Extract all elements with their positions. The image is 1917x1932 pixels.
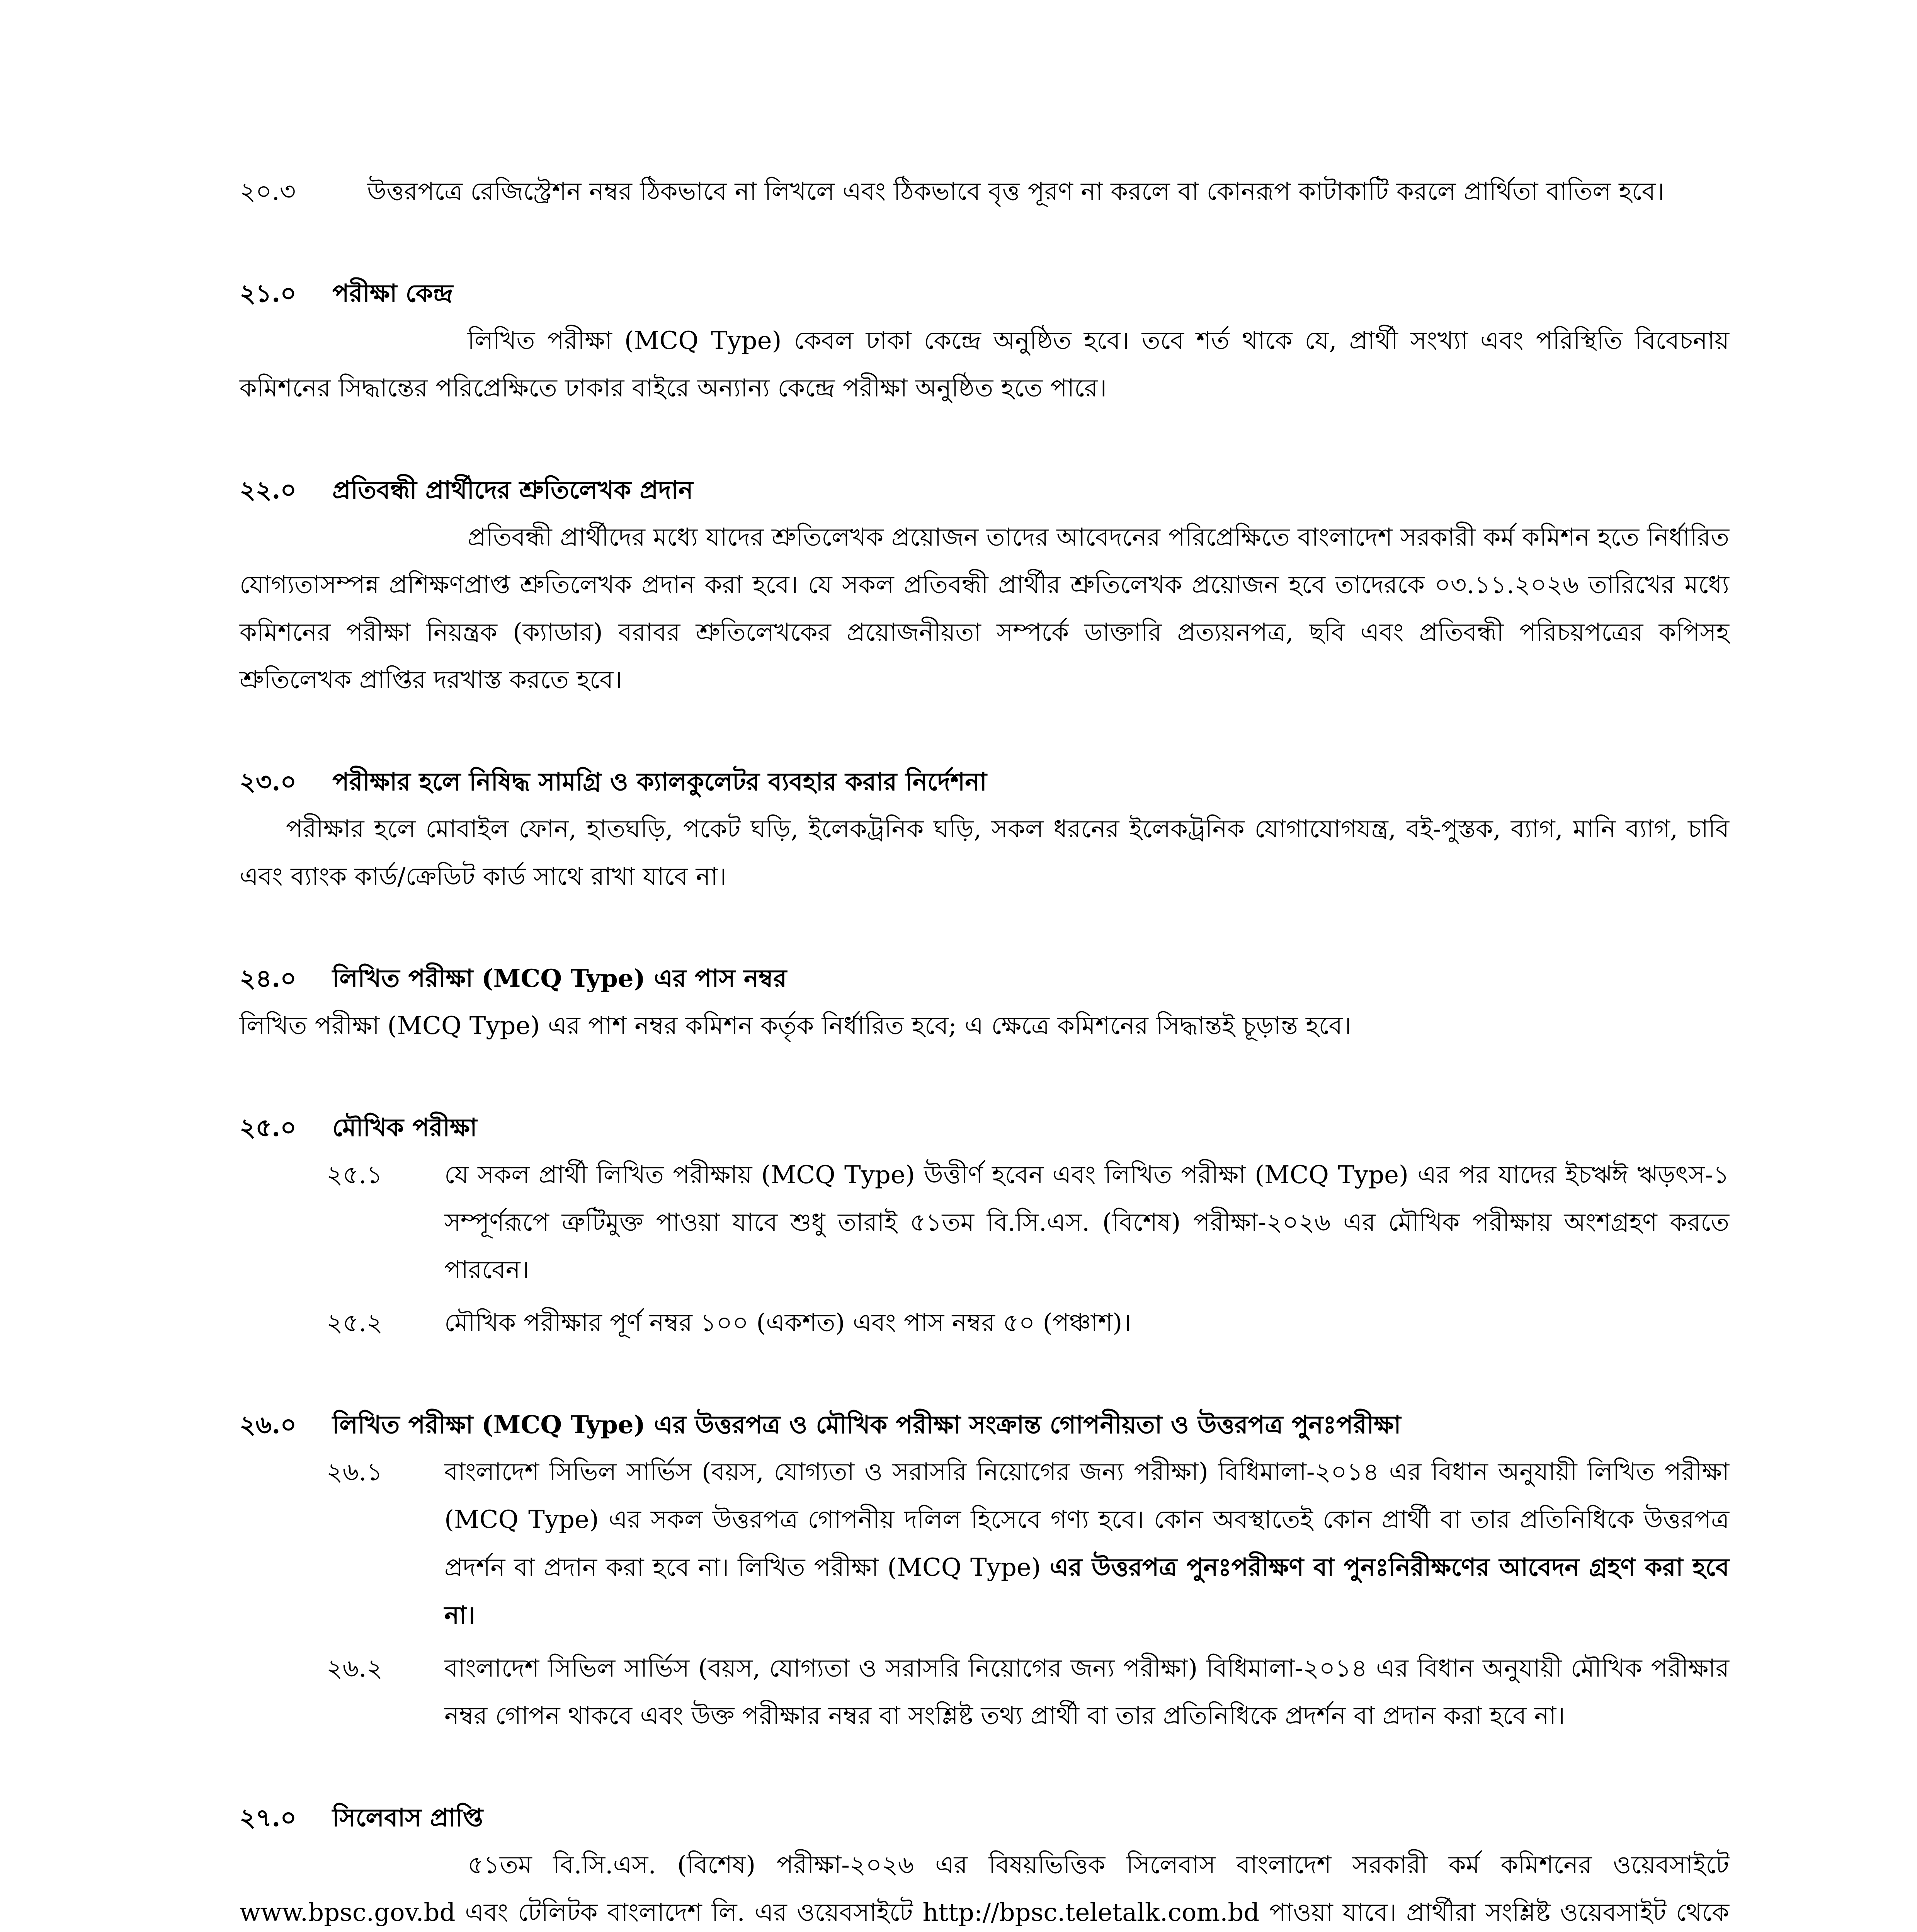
section-title: লিখিত পরীক্ষা (MCQ Type) এর উত্তরপত্র ও মৌখিক পরীক্ষা সংক্রান্ত গোপনীয়তা ও উত্তরপত্র পুনঃপরীক্ষা — [332, 1410, 1401, 1439]
section-23 — [240, 758, 1729, 901]
section-26 — [240, 1401, 1729, 1740]
subsection-number: ২৬.১ — [327, 1458, 383, 1486]
section-heading — [240, 1104, 1729, 1151]
subsection-text: বাংলাদেশ সিভিল সার্ভিস (বয়স, যোগ্যতা ও সরাসরি নিয়োগের জন্য পরীক্ষা) বিধিমালা-২০১৪ এর বিধান অনুযায়ী লিখিত পরীক্ষা (MCQ Type) এর সকল উত্তরপত্র গোপনীয় দলিল হিসেবে গণ্য হবে। কোন অবস্থাতেই কোন প্রার্থী বা তার প্রতিনিধিকে উত্তরপত্র প্রদর্শন বা প্রদান করা হবে না। লিখিত পরীক্ষা (MCQ Type) — [444, 1458, 1729, 1582]
subsection-list — [327, 1449, 1729, 1740]
section-number: ২৭.০ — [240, 1803, 297, 1832]
section-title: পরীক্ষা কেন্দ্র — [332, 279, 453, 308]
section-heading — [240, 1794, 1729, 1842]
section-24 — [240, 955, 1729, 1050]
section-heading — [240, 758, 1729, 806]
section-text: প্রতিবন্ধী প্রার্থীদের মধ্যে যাদের শ্রুতিলেখক প্রয়োজন তাদের আবেদনের পরিপ্রেক্ষিতে বাংলাদেশ সরকারী কর্ম কমিশন হতে নির্ধারিত যোগ্যতাসম্পন্ন প্রশিক্ষণপ্রাপ্ত শ্রুতিলেখক প্রদান করা হবে। যে সকল প্রতিবন্ধী প্রার্থীর শ্রুতিলেখক প্রয়োজন হবে তাদেরকে ০৩.১১.২০২৬ তারিখের মধ্যে কমিশনের পরীক্ষা নিয়ন্ত্রক (ক্যাডার) বরাবর শ্রুতিলেখকের প্রয়োজনীয়তা সম্পর্কে ডাক্তারি প্রত্যয়নপত্র, ছবি এবং প্রতিবন্ধী পরিচয়পত্রের কপিসহ শ্রুতিলেখক প্রাপ্তির দরখাস্ত করতে হবে। — [240, 523, 1729, 694]
section-title: প্রতিবন্ধী প্রার্থীদের শ্রুতিলেখক প্রদান — [332, 476, 693, 505]
section-title: পরীক্ষার হলে নিষিদ্ধ সামগ্রি ও ক্যালকুলেটর ব্যবহার করার নির্দেশনা — [332, 767, 987, 796]
clause-text: উত্তরপত্রে রেজিস্ট্রেশন নম্বর ঠিকভাবে না লিখলে এবং ঠিকভাবে বৃত্ত পূরণ না করলে বা কোনরূপ কাটাকাটি করলে প্রার্থিতা বাতিল হবে। — [367, 177, 1665, 206]
subsection-text-wrapper — [444, 1449, 1729, 1639]
section-heading — [240, 466, 1729, 514]
subsection-number: ২৫.২ — [327, 1309, 383, 1337]
subsection-number: ২৬.২ — [327, 1654, 383, 1683]
subsection-list — [327, 1151, 1729, 1347]
section-21 — [240, 270, 1729, 412]
subsection-number: ২৫.১ — [327, 1161, 383, 1189]
subsection-text: যে সকল প্রার্থী লিখিত পরীক্ষায় (MCQ Type) উত্তীর্ণ হবেন এবং লিখিত পরীক্ষা (MCQ Type) এর পর যাদের ইচঋঈ ঋড়ৎস-১ সম্পূর্ণরূপে ত্রুটিমুক্ত পাওয়া যাবে শুধু তারাই ৫১তম বি.সি.এস. (বিশেষ) পরীক্ষা-২০২৬ এর মৌখিক পরীক্ষায় অংশগ্রহণ করতে পারবেন। — [444, 1161, 1729, 1284]
subsection-26-1 — [327, 1449, 1729, 1639]
section-number: ২১.০ — [240, 279, 297, 308]
clause-number: ২০.৩ — [240, 177, 296, 206]
section-heading — [240, 270, 1729, 317]
section-heading — [240, 1401, 1729, 1449]
section-number: ২৪.০ — [240, 964, 297, 993]
subsection-bold-text: এর উত্তরপত্র পুনঃপরীক্ষণ বা পুনঃনিরীক্ষণের আবেদন গ্রহণ করা হবে না। — [444, 1553, 1730, 1630]
section-text: লিখিত পরীক্ষা (MCQ Type) এর পাশ নম্বর কমিশন কর্তৃক নির্ধারিত হবে; এ ক্ষেত্রে কমিশনের সিদ্ধান্তই চূড়ান্ত হবে। — [240, 1012, 1352, 1040]
section-title: মৌখিক পরীক্ষা — [332, 1113, 477, 1142]
page-content — [240, 168, 1729, 1932]
subsection-text: মৌখিক পরীক্ষার পূর্ণ নম্বর ১০০ (একশত) এবং পাস নম্বর ৫০ (পঞ্চাশ)। — [444, 1309, 1131, 1337]
section-number: ২২.০ — [240, 476, 297, 505]
subsection-26-2 — [327, 1645, 1729, 1740]
section-number: ২৫.০ — [240, 1113, 297, 1142]
subsection-25-2 — [327, 1299, 1729, 1347]
section-text: পরীক্ষার হলে মোবাইল ফোন, হাতঘড়ি, পকেট ঘড়ি, ইলেকট্রনিক ঘড়ি, সকল ধরনের ইলেকট্রনিক যোগাযোগযন্ত্র, বই-পুস্তক, ব্যাগ, মানি ব্যাগ, চাবি এবং ব্যাংক কার্ড/ক্রেডিট কার্ড সাথে রাখা যাবে না। — [240, 815, 1729, 891]
subsection-25-1 — [327, 1151, 1729, 1294]
section-heading — [240, 955, 1729, 1002]
section-text: ৫১তম বি.সি.এস. (বিশেষ) পরীক্ষা-২০২৬ এর বিষয়ভিত্তিক সিলেবাস বাংলাদেশ সরকারী কর্ম কমিশনের ওয়েবসাইটে www.bpsc.gov.bd এবং টেলিটক বাংলাদেশ লি. এর ওয়েবসাইটে http://bpsc.teletalk.com.bd পাওয়া যাবে। প্রার্থীরা সংশ্লিষ্ট ওয়েবসাইট থেকে — [240, 1851, 1729, 1927]
section-number: ২৬.০ — [240, 1410, 297, 1439]
section-27 — [240, 1794, 1729, 1932]
section-title: সিলেবাস প্রাপ্তি — [332, 1803, 483, 1832]
section-number: ২৩.০ — [240, 767, 297, 796]
section-title: লিখিত পরীক্ষা (MCQ Type) এর পাস নম্বর — [332, 964, 787, 993]
section-22 — [240, 466, 1729, 704]
section-25 — [240, 1104, 1729, 1347]
section-text: লিখিত পরীক্ষা (MCQ Type) কেবল ঢাকা কেন্দ্রে অনুষ্ঠিত হবে। তবে শর্ত থাকে যে, প্রার্থী সংখ্যা এবং পরিস্থিতি বিবেচনায় কমিশনের সিদ্ধান্তের পরিপ্রেক্ষিতে ঢাকার বাইরে অন্যান্য কেন্দ্রে পরীক্ষা অনুষ্ঠিত হতে পারে। — [240, 327, 1729, 403]
clause-20-3 — [240, 168, 1729, 216]
subsection-text: বাংলাদেশ সিভিল সার্ভিস (বয়স, যোগ্যতা ও সরাসরি নিয়োগের জন্য পরীক্ষা) বিধিমালা-২০১৪ এর বিধান অনুযায়ী মৌখিক পরীক্ষার নম্বর গোপন থাকবে এবং উক্ত পরীক্ষার নম্বর বা সংশ্লিষ্ট তথ্য প্রার্থী বা তার প্রতিনিধিকে প্রদর্শন বা প্রদান করা হবে না। — [444, 1654, 1729, 1730]
